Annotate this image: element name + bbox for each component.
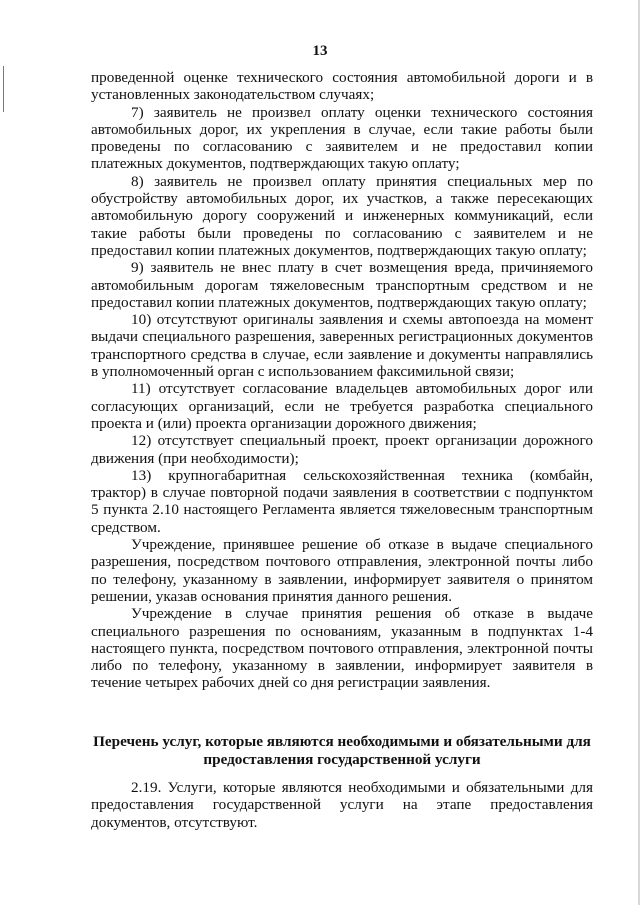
paragraph-refusal-deadline: Учреждение в случае принятия решения об отказе в выдаче специального разрешения по основаниям, указанным в подпунктах 1-4 настоящего пункта, посредством почтового отправления, электронной почты либо по телефону, указанному в заявлении, информирует заявителя в течение четырех рабочих дней со дня регистрации заявления. — [91, 605, 593, 692]
list-item-8: 8) заявитель не произвел оплату принятия специальных мер по обустройству автомобильных дорог, их участков, а также пересекающих автомобильную дорогу сооружений и инженерных коммуникаций, если такие работы были проведены по согласованию с заявителем и не предоставил копии платежных документов, подтверждающих такую оплату; — [91, 172, 593, 259]
list-item-11: 11) отсутствует согласование владельцев автомобильных дорог или согласующих организаций, если не требуется разработка специального проекта и (или) проекта организации дорожного движения; — [91, 380, 593, 432]
scan-edge-mark — [3, 66, 4, 112]
paragraph-refusal-notice: Учреждение, принявшее решение об отказе в выдаче специального разрешения, посредством почтового отправления, электронной почты либо по телефону, указанному в заявлении, информирует заявителя о принятом решении, указав основания принятия данного решения. — [91, 536, 593, 605]
section-body — [91, 779, 593, 831]
paragraph-2-19: 2.19. Услуги, которые являются необходимыми и обязательными для предоставления государственной услуги на этапе предоставления документов, отсутствуют. — [91, 779, 593, 831]
document-body — [91, 69, 593, 692]
page-number: 13 — [312, 43, 328, 59]
list-item-12: 12) отсутствует специальный проект, проект организации дорожного движения (при необходимости); — [91, 432, 593, 467]
paragraph-continuation: проведенной оценке технического состояния автомобильной дороги и в установленных законодательством случаях; — [91, 69, 593, 104]
list-item-9: 9) заявитель не внес плату в счет возмещения вреда, причиняемого автомобильным дорогам тяжеловесным транспортным средством и не предоставил копии платежных документов, подтверждающих такую оплату; — [91, 259, 593, 311]
list-item-10: 10) отсутствуют оригиналы заявления и схемы автопоезда на момент выдачи специального разрешения, заверенных регистрационных документов транспортного средства в случае, если заявление и документы направлялись в уполномоченный орган с использованием факсимильной связи; — [91, 311, 593, 381]
list-item-13: 13) крупногабаритная сельскохозяйственная техника (комбайн, трактор) в случае повторной подачи заявления в соответствии с подпунктом 5 пункта 2.10 настоящего Регламента является тяжеловесным транспортным средством. — [91, 466, 593, 536]
section-heading: Перечень услуг, которые являются необходимыми и обязательными для предоставления государственной услуги — [93, 733, 591, 768]
list-item-7: 7) заявитель не произвел оплату оценки технического состояния автомобильных дорог, их укрепления в случае, если такие работы были проведены по согласованию с заявителем и не предоставил копии платежных документов, подтверждающих такую оплату; — [91, 103, 593, 173]
